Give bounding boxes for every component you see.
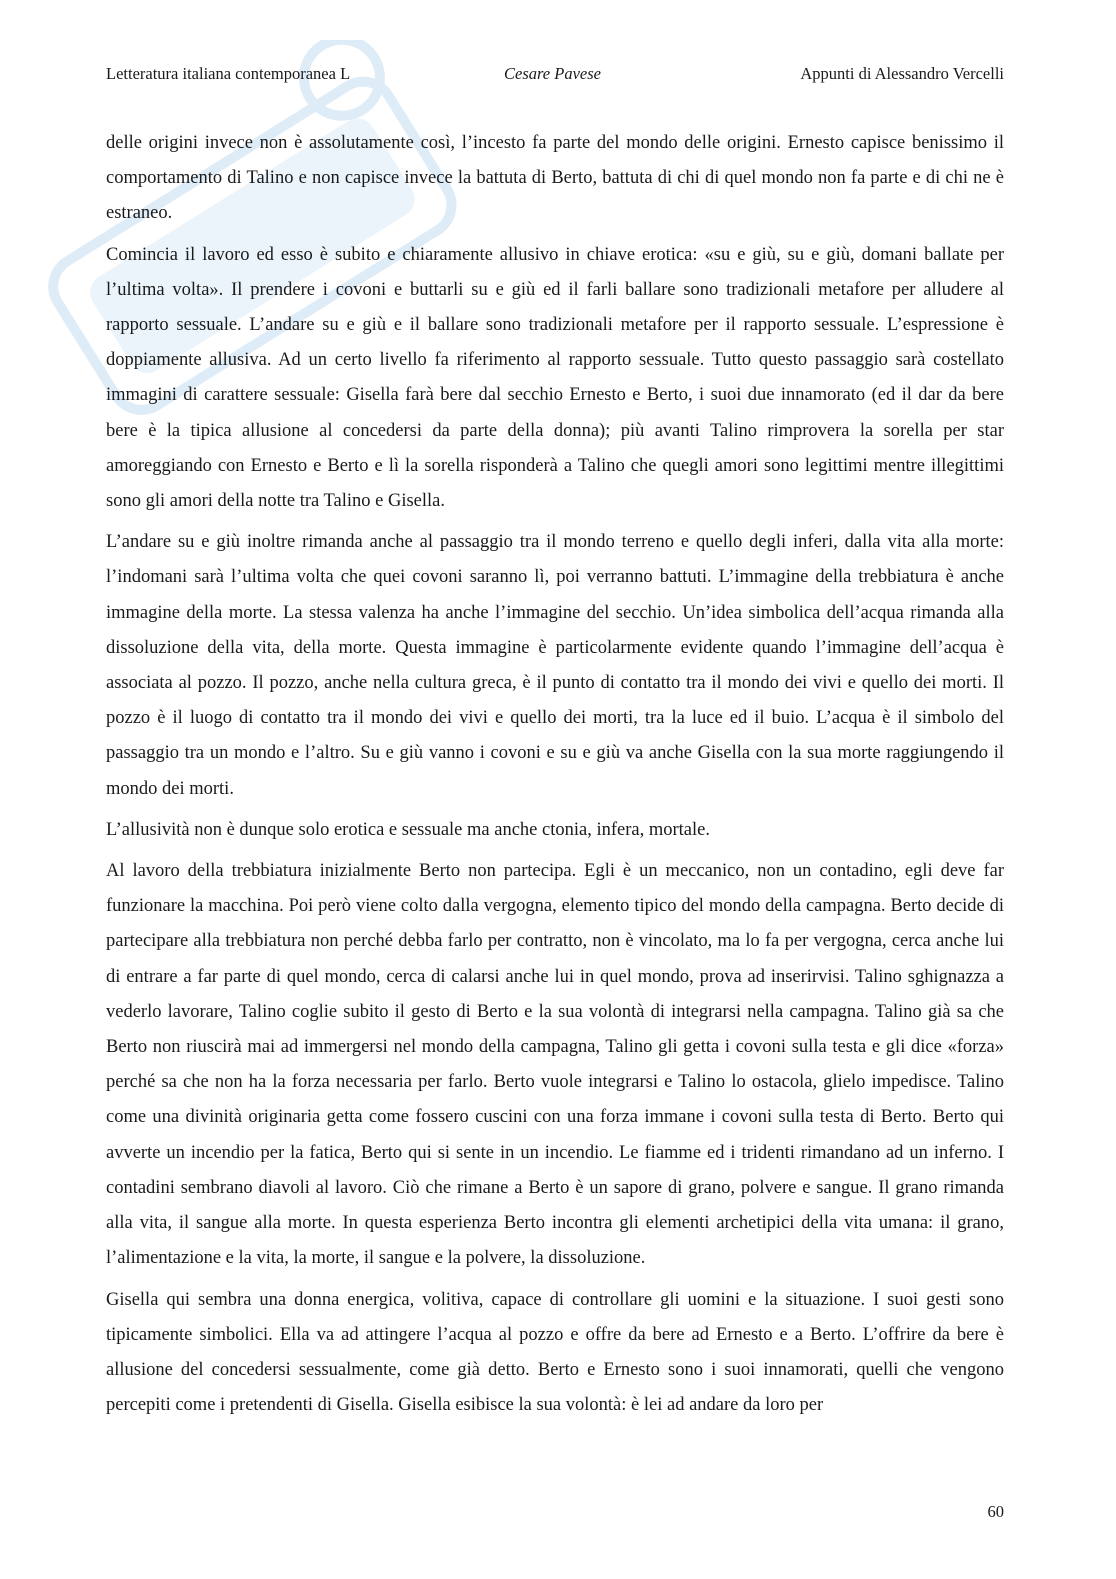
paragraph-5: Al lavoro della trebbiatura inizialmente Berto non partecipa. Egli è un meccanico, non un contadino, egli deve far funzionare la macchina. Poi però viene colto dalla vergogna, elemento tipico del mondo della campagna. Berto decide di partecipare alla trebbiatura non perché debba farlo per contratto, non è vincolato, ma lo fa per vergogna, cerca anche lui di entrare a far parte di quel mondo, cerca di calarsi anche lui in quel mondo, prova ad inserirvisi. Talino sghignazza a vederlo lavorare, Talino coglie subito il gesto di Berto e la sua volontà di integrarsi nella campagna. Talino già sa che Berto non riuscirà mai ad immergersi nel mondo della campagna, Talino gli getta i covoni sulla testa e gli dice «forza» perché sa che non ha la forza necessaria per farlo. Berto vuole integrarsi e Talino lo ostacola, glielo impedisce. Talino come una divinità originaria getta come fossero cuscini con una forza immane i covoni sulla testa di Berto. Berto qui avverte un incendio per la fatica, Berto qui si sente in un incendio. Le fiamme ed i tridenti rimandano ad un inferno. I contadini sembrano diavoli al lavoro. Ciò che rimane a Berto è un sapore di grano, polvere e sangue. Il grano rimanda alla vita, il sangue alla morte. In questa esperienza Berto incontra gli elementi archetipici della vita umana: il grano, l’alimentazione e la vita, la morte, il sangue e la polvere, la dissoluzione. — [106, 861, 1004, 1269]
header-author: Cesare Pavese — [504, 64, 601, 83]
paragraph-4: L’allusività non è dunque solo erotica e sessuale ma anche ctonia, infera, mortale. — [106, 819, 710, 840]
paragraph-1: delle origini invece non è assolutamente così, l’incesto fa parte del mondo delle origini. Ernesto capisce benissimo il comportamento di Talino e non capisce invece la battuta di Berto, battuta di chi di quel mondo non fa parte e di chi ne è estraneo. — [106, 133, 1004, 224]
page-number: 60 — [987, 1502, 1004, 1521]
paragraph-2: Comincia il lavoro ed esso è subito e chiaramente allusivo in chiave erotica: «su e giù, su e giù, domani ballate per l’ultima volta». Il prendere i covoni e buttarli su e giù ed il farli ballare sono tradizionali metafore per alludere al rapporto sessuale. L’andare su e giù e il ballare sono tradizionali metafore per il rapporto sessuale. L’espressione è doppiamente allusiva. Ad un certo livello fa riferimento al rapporto sessuale. Tutto questo passaggio sarà costellato immagini di carattere sessuale: Gisella farà bere dal secchio Ernesto e Berto, i suoi due innamorato (ed il dar da bere bere è la tipica allusione al concedersi da parte della donna); più avanti Talino rimprovera la sorella per star amoreggiando con Ernesto e Berto e lì la sorella risponderà a Talino che quegli amori sono legittimi mentre illegittimi sono gli amori della notte tra Talino e Gisella. — [106, 244, 1004, 512]
header-course: Letteratura italiana contemporanea L — [106, 64, 351, 83]
paragraph-3: L’andare su e giù inoltre rimanda anche al passaggio tra il mondo terreno e quello degli inferi, dalla vita alla morte: l’indomani sarà l’ultima volta che quei covoni saranno lì, poi verranno battuti. L’immagine della trebbiatura è anche immagine della morte. La stessa valenza ha anche l’immagine del secchio. Un’idea simbolica dell’acqua rimanda alla dissoluzione della vita, della morte. Questa immagine è particolarmente evidente quando l’immagine dell’acqua è associata al pozzo. Il pozzo, anche nella cultura greca, è il punto di contatto tra il mondo dei vivi e quello dei morti. Il pozzo è il luogo di contatto tra il mondo dei vivi e quello dei morti, tra la luce ed il buio. L’acqua è il simbolo del passaggio tra un mondo e l’altro. Su e giù vanno i covoni e su e giù va anche Gisella con la sua morte raggiungendo il mondo dei morti. — [106, 532, 1004, 799]
paragraph-6: Gisella qui sembra una donna energica, volitiva, capace di controllare gli uomini e la situazione. I suoi gesti sono tipicamente simbolici. Ella va ad attingere l’acqua al pozzo e offre da bere ad Ernesto e a Berto. L’offrire da bere è allusione del concedersi sessualmente, come già detto. Berto e Ernesto sono i suoi innamorati, quelli che vengono percepiti come i pretendenti di Gisella. Gisella esibisce la sua volontà: è lei ad andare da loro per — [106, 1289, 1004, 1416]
header-notes-by: Appunti di Alessandro Vercelli — [800, 64, 1004, 83]
running-header — [106, 64, 1004, 90]
body-text — [106, 126, 1004, 1429]
